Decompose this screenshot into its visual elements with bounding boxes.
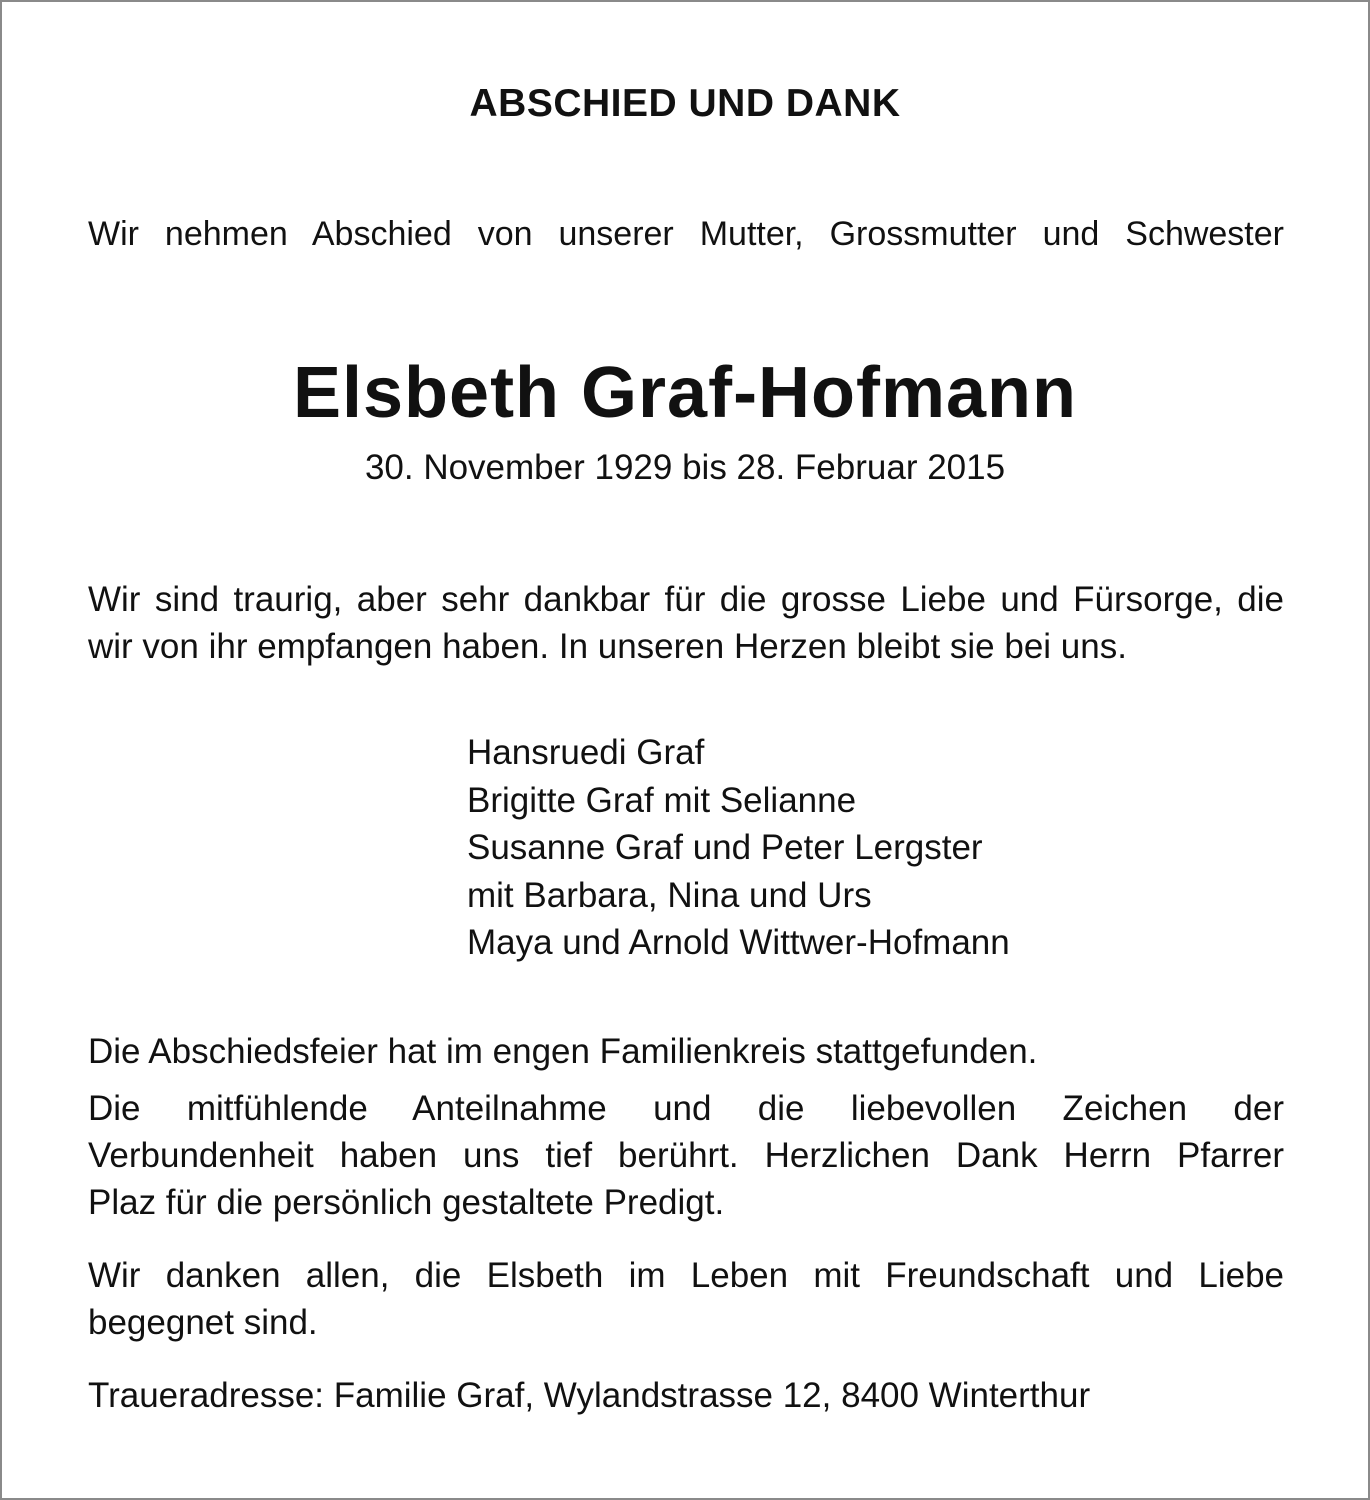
gratitude-line-1: Wir sind traurig, aber sehr dankbar für die grosse Liebe und Fürsorge, die — [88, 580, 1284, 619]
life-dates: 30. November 1929 bis 28. Februar 2015 — [364, 448, 1006, 487]
notice-heading: ABSCHIED UND DANK — [469, 82, 901, 125]
intro-line: Wir nehmen Abschied von unserer Mutter, Grossmutter und Schwester — [88, 215, 1284, 253]
gratitude-line-2: wir von ihr empfangen haben. In unseren Herzen bleibt sie bei uns. — [88, 627, 1127, 666]
ceremony-line: Die Abschiedsfeier hat im engen Familienkreis stattgefunden. — [88, 1032, 1038, 1071]
thanks-line-2: Verbundenheit haben uns tief berührt. Herzlichen Dank Herrn Pfarrer — [88, 1136, 1284, 1175]
friends-paragraph — [88, 1252, 1284, 1346]
ceremony-paragraph — [88, 1028, 1284, 1075]
deceased-name: Elsbeth Graf-Hofmann — [292, 353, 1078, 433]
thanks-paragraph — [88, 1085, 1284, 1226]
mourning-address: Traueradresse: Familie Graf, Wylandstrasse 12, 8400 Winterthur — [88, 1376, 1091, 1415]
mourner-entry: Susanne Graf und Peter Lergster — [467, 828, 983, 867]
thanks-line-1: Die mitfühlende Anteilnahme und die liebevollen Zeichen der — [88, 1089, 1284, 1128]
mourners-list — [467, 729, 1010, 967]
mourner-entry: Hansruedi Graf — [467, 733, 705, 772]
address-paragraph — [88, 1372, 1284, 1419]
mourner-entry: Maya und Arnold Wittwer-Hofmann — [467, 923, 1010, 962]
gratitude-paragraph — [88, 576, 1284, 670]
friends-line-1: Wir danken allen, die Elsbeth im Leben mit Freundschaft und Liebe — [88, 1256, 1284, 1295]
thanks-line-3: Plaz für die persönlich gestaltete Predigt. — [88, 1183, 725, 1222]
mourner-entry: Brigitte Graf mit Selianne — [467, 780, 857, 820]
friends-line-2: begegnet sind. — [88, 1303, 318, 1342]
mourner-entry: mit Barbara, Nina und Urs — [467, 875, 872, 915]
